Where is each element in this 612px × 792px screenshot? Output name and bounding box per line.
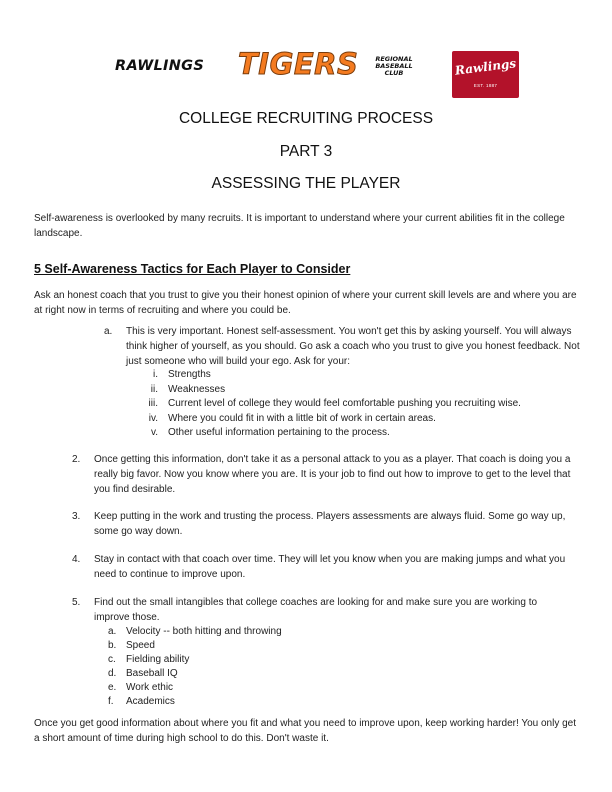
list-marker: v. [150, 427, 158, 438]
list-marker: b. [108, 640, 117, 651]
tigers-logo: TIGERS [238, 47, 359, 81]
list-marker: d. [108, 668, 117, 679]
club-subtitle-line: REGIONAL [375, 55, 413, 63]
badge-est: EST. 1887 [473, 83, 498, 88]
list-marker: i. [153, 369, 158, 380]
club-subtitle-line: BASEBALL [375, 62, 413, 70]
sub-list-item [146, 396, 576, 411]
rawlings-wordmark: RAWLINGS [115, 58, 205, 74]
sub-list-item [146, 382, 576, 397]
club-subtitle-line: CLUB [384, 69, 404, 77]
sub-list-item [146, 411, 576, 426]
list-item [72, 452, 582, 497]
sub-list-item [108, 680, 408, 695]
list-marker: c. [108, 654, 116, 665]
list-item [72, 552, 582, 582]
list-marker: iv. [148, 413, 158, 424]
list-marker: a. [104, 326, 113, 337]
page-header [0, 0, 612, 100]
sub-list-item [108, 638, 408, 653]
list-item-text: Stay in contact with that coach over time. They will let you know when you are making jumps and what you need to continue to improve upon. [94, 554, 566, 580]
document-title: COLLEGE RECRUITING PROCESS [178, 110, 434, 127]
closing-paragraph: Once you get good information about where you fit and what you need to improve upon, keep working harder! You only get a short amount of time during high school to do this. Don't waste it. [34, 718, 577, 744]
list-marker: 3. [72, 511, 81, 522]
list-item-text: Find out the small intangibles that college coaches are looking for and make sure you are working to improve those. [94, 597, 538, 623]
list-marker: f. [108, 696, 114, 707]
list-item-text: Strengths [168, 369, 211, 380]
list-item-text: Velocity -- both hitting and throwing [126, 626, 282, 637]
list-marker: a. [108, 626, 117, 637]
list-item-text: Fielding ability [126, 654, 190, 665]
list-marker: ii. [150, 384, 158, 395]
list-marker: iii. [148, 398, 158, 409]
list-item [104, 324, 582, 369]
list-item [72, 595, 582, 625]
list-item-text: Where you could fit in with a little bit of work in certain areas. [168, 413, 436, 424]
list-item-text: Weaknesses [168, 384, 226, 395]
sub-list-item [146, 367, 576, 382]
badge-script: Rawlings [454, 56, 517, 78]
sub-list-item [146, 425, 576, 440]
intro-paragraph: Self-awareness is overlooked by many recruits. It is important to understand where your current abilities fit in the college landscape. [34, 213, 565, 239]
club-subtitle [364, 56, 424, 77]
list-item-text: Speed [126, 640, 155, 651]
list-item-text: Keep putting in the work and trusting the process. Players assessments are always fluid. Some go way up, some go way down. [94, 511, 566, 537]
list-item-text: Once getting this information, don't take it as a personal attack to you as a player. That coach is doing you a really big favor. Now you know where you are. It is your job to find out how to improve to get to the level that you find desirable. [94, 454, 571, 495]
sub-list-item [108, 694, 408, 709]
rawlings-badge-logo [452, 51, 519, 98]
list-item-text: Current level of college they would feel comfortable pushing you recruiting wise. [168, 398, 521, 409]
sub-list-item [108, 652, 408, 667]
section-intro: Ask an honest coach that you trust to give you their honest opinion of where your current skill levels are and where you are at right now in terms of recruiting and where you could be. [34, 290, 577, 316]
list-item-text: This is very important. Honest self-assessment. You won't get this by asking yourself. You will always think higher of yourself, as you should. Go ask a coach who you trust to give you honest feedback. Not just someone who will build your ego. Ask for your: [126, 326, 580, 367]
list-item-text: Work ethic [126, 682, 174, 693]
document-part: PART 3 [279, 143, 333, 160]
list-marker: e. [108, 682, 117, 693]
list-marker: 5. [72, 597, 81, 608]
sub-list-item [108, 666, 408, 681]
list-item-text: Other useful information pertaining to the process. [168, 427, 390, 438]
list-item-text: Academics [126, 696, 175, 707]
list-item [72, 509, 582, 539]
list-item-text: Baseball IQ [126, 668, 178, 679]
section-heading: 5 Self-Awareness Tactics for Each Player to Consider [34, 262, 351, 276]
list-marker: 4. [72, 554, 81, 565]
document-subtitle: ASSESSING THE PLAYER [211, 175, 401, 192]
list-marker: 2. [72, 454, 81, 465]
sub-list-item [108, 624, 408, 639]
